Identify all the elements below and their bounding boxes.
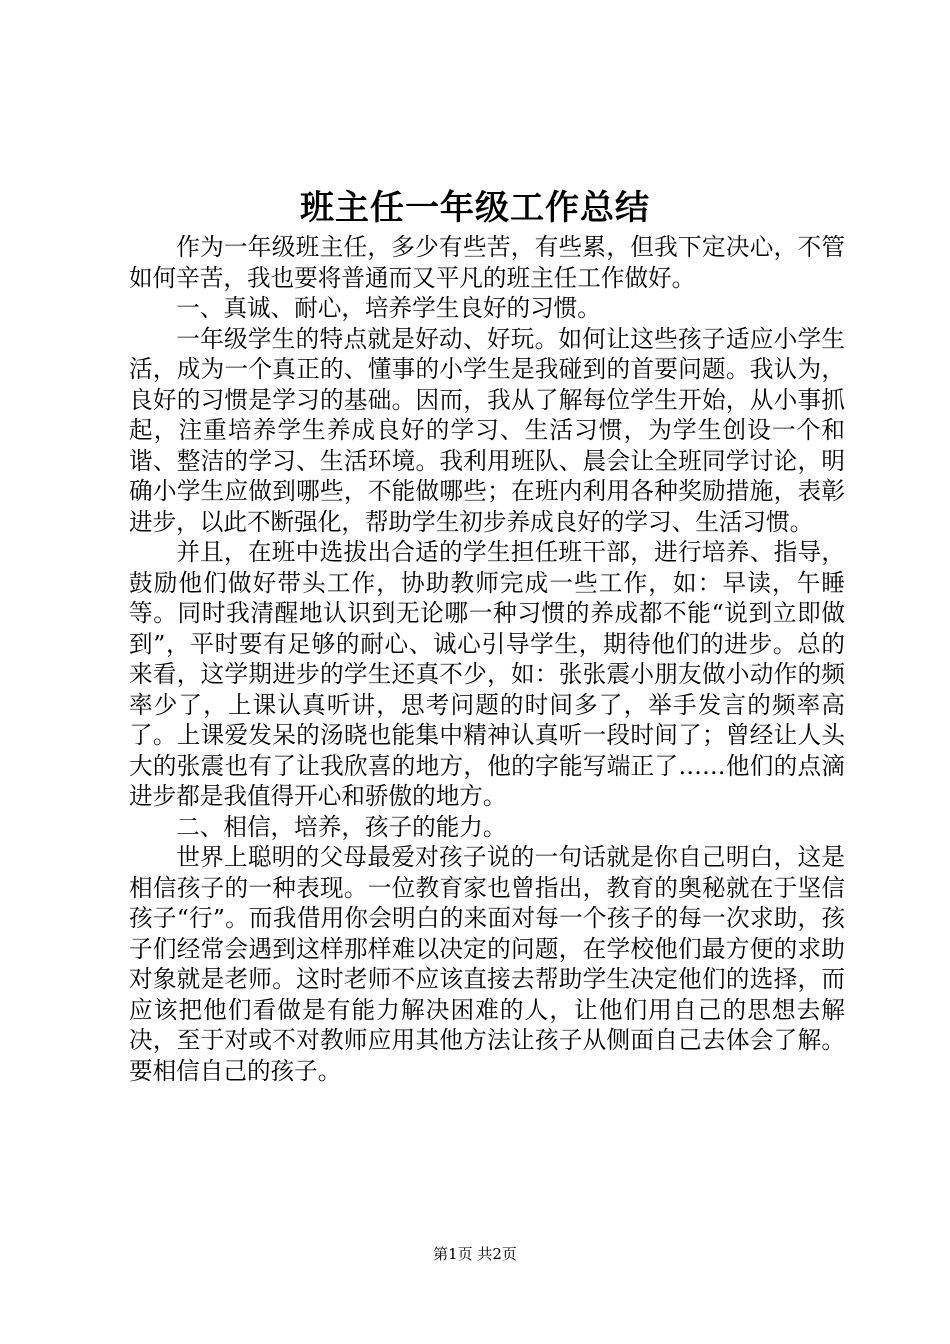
paragraph-class-cadres: 并且，在班中选拔出合适的学生担任班干部，进行培养、指导，鼓励他们做好带头工作，协助教师完成一些工作，如：早读，午睡等。同时我清醒地认识到无论哪一种习惯的养成都不能“说到立即做到”，平时要有足够的耐心、诚心引导学生，期待他们的进步。总的来看，这学期进步的学生还真不少，如：张张震小朋友做小动作的频率少了，上课认真听讲，思考问题的时间多了，举手发言的频率高了。上课爱发呆的汤晓也能集中精神认真听一段时间了；曾经让人头大的张震也有了让我欣喜的地方，他的字能写端正了……他们的点滴进步都是我值得开心和骄傲的地方。 [129,538,845,810]
paragraph-trust-children: 世界上聪明的父母最爱对孩子说的一句话就是你自己明白，这是相信孩子的一种表现。一位教育家也曾指出，教育的奥秘就在于坚信孩子“行”。而我借用你会明白的来面对每一个孩子的每一次求助，孩子们经常会遇到这样那样难以决定的问题，在学校他们最方便的求助对象就是老师。这时老师不应该直接去帮助学生决定他们的选择，而应该把他们看做是有能力解决困难的人，让他们用自己的思想去解决，至于对或不对教师应用其他方法让孩子从侧面自己去体会了解。要相信自己的孩子。 [129,843,845,1085]
page-number-footer: 第1页 共2页 [433,1245,517,1263]
paragraph-intro: 作为一年级班主任，多少有些苦，有些累，但我下定决心，不管如何辛苦，我也要将普通而又平凡的班主任工作做好。 [129,233,845,292]
section-heading-1: 一、真诚、耐心，培养学生良好的习惯。 [176,294,601,322]
document-title: 班主任一年级工作总结 [300,188,650,228]
document-body [129,232,845,1086]
section-heading-2: 二、相信，培养，孩子的能力。 [176,812,507,841]
paragraph-habits: 一年级学生的特点就是好动、好玩。如何让这些孩子适应小学生活，成为一个真正的、懂事的小学生是我碰到的首要问题。我认为，良好的习惯是学习的基础。因而，我从了解每位学生开始，从小事抓起，注重培养学生养成良好的学习、生活习惯，为学生创设一个和谐、整洁的学习、生活环境。我利用班队、晨会让全班同学讨论，明确小学生应做到哪些，不能做哪些；在班内利用各种奖励措施，表彰进步，以此不断强化，帮助学生初步养成良好的学习、生活习惯。 [129,324,845,536]
